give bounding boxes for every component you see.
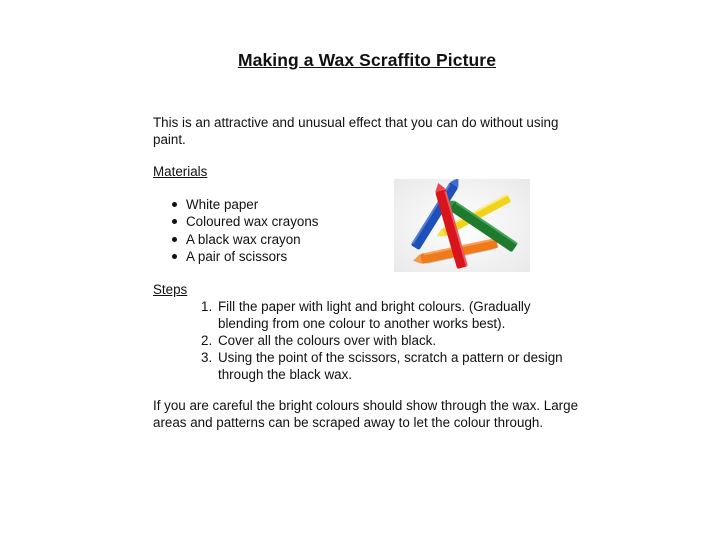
list-item xyxy=(153,213,318,230)
crayons-photo xyxy=(394,179,530,272)
wax-crayons-icon xyxy=(394,179,530,272)
bullet-icon xyxy=(172,202,177,207)
material-label: White paper xyxy=(186,197,259,212)
materials-list xyxy=(153,196,318,265)
list-item xyxy=(153,196,318,213)
steps-heading: Steps xyxy=(153,282,188,297)
list-item xyxy=(201,298,571,332)
list-item xyxy=(153,248,318,265)
page-title: Making a Wax Scraffito Picture xyxy=(237,50,497,70)
step-number: 1. xyxy=(201,299,213,314)
materials-heading: Materials xyxy=(153,164,208,179)
material-label: A black wax crayon xyxy=(186,231,301,247)
step-number: 3. xyxy=(201,350,213,365)
steps-list xyxy=(201,298,571,383)
intro-paragraph: This is an attractive and unusual effect that you can do without using paint. xyxy=(153,115,559,147)
list-item xyxy=(201,332,571,349)
bullet-icon xyxy=(172,237,177,242)
outro-paragraph: If you are careful the bright colours should show through the wax. Large areas and patterns can be scraped away to let the colour through. xyxy=(153,398,579,430)
step-text: Using the point of the scissors, scratch a pattern or design through the black wax. xyxy=(218,350,563,382)
step-number: 2. xyxy=(201,333,213,348)
list-item xyxy=(201,349,571,383)
step-text: Fill the paper with light and bright colours. (Gradually blending from one colour to another works best). xyxy=(218,299,531,331)
bullet-icon xyxy=(172,219,177,224)
material-label: A pair of scissors xyxy=(186,248,288,264)
step-text: Cover all the colours over with black. xyxy=(218,333,437,348)
bullet-icon xyxy=(172,254,177,259)
material-label: Coloured wax crayons xyxy=(186,214,319,230)
list-item xyxy=(153,231,318,248)
